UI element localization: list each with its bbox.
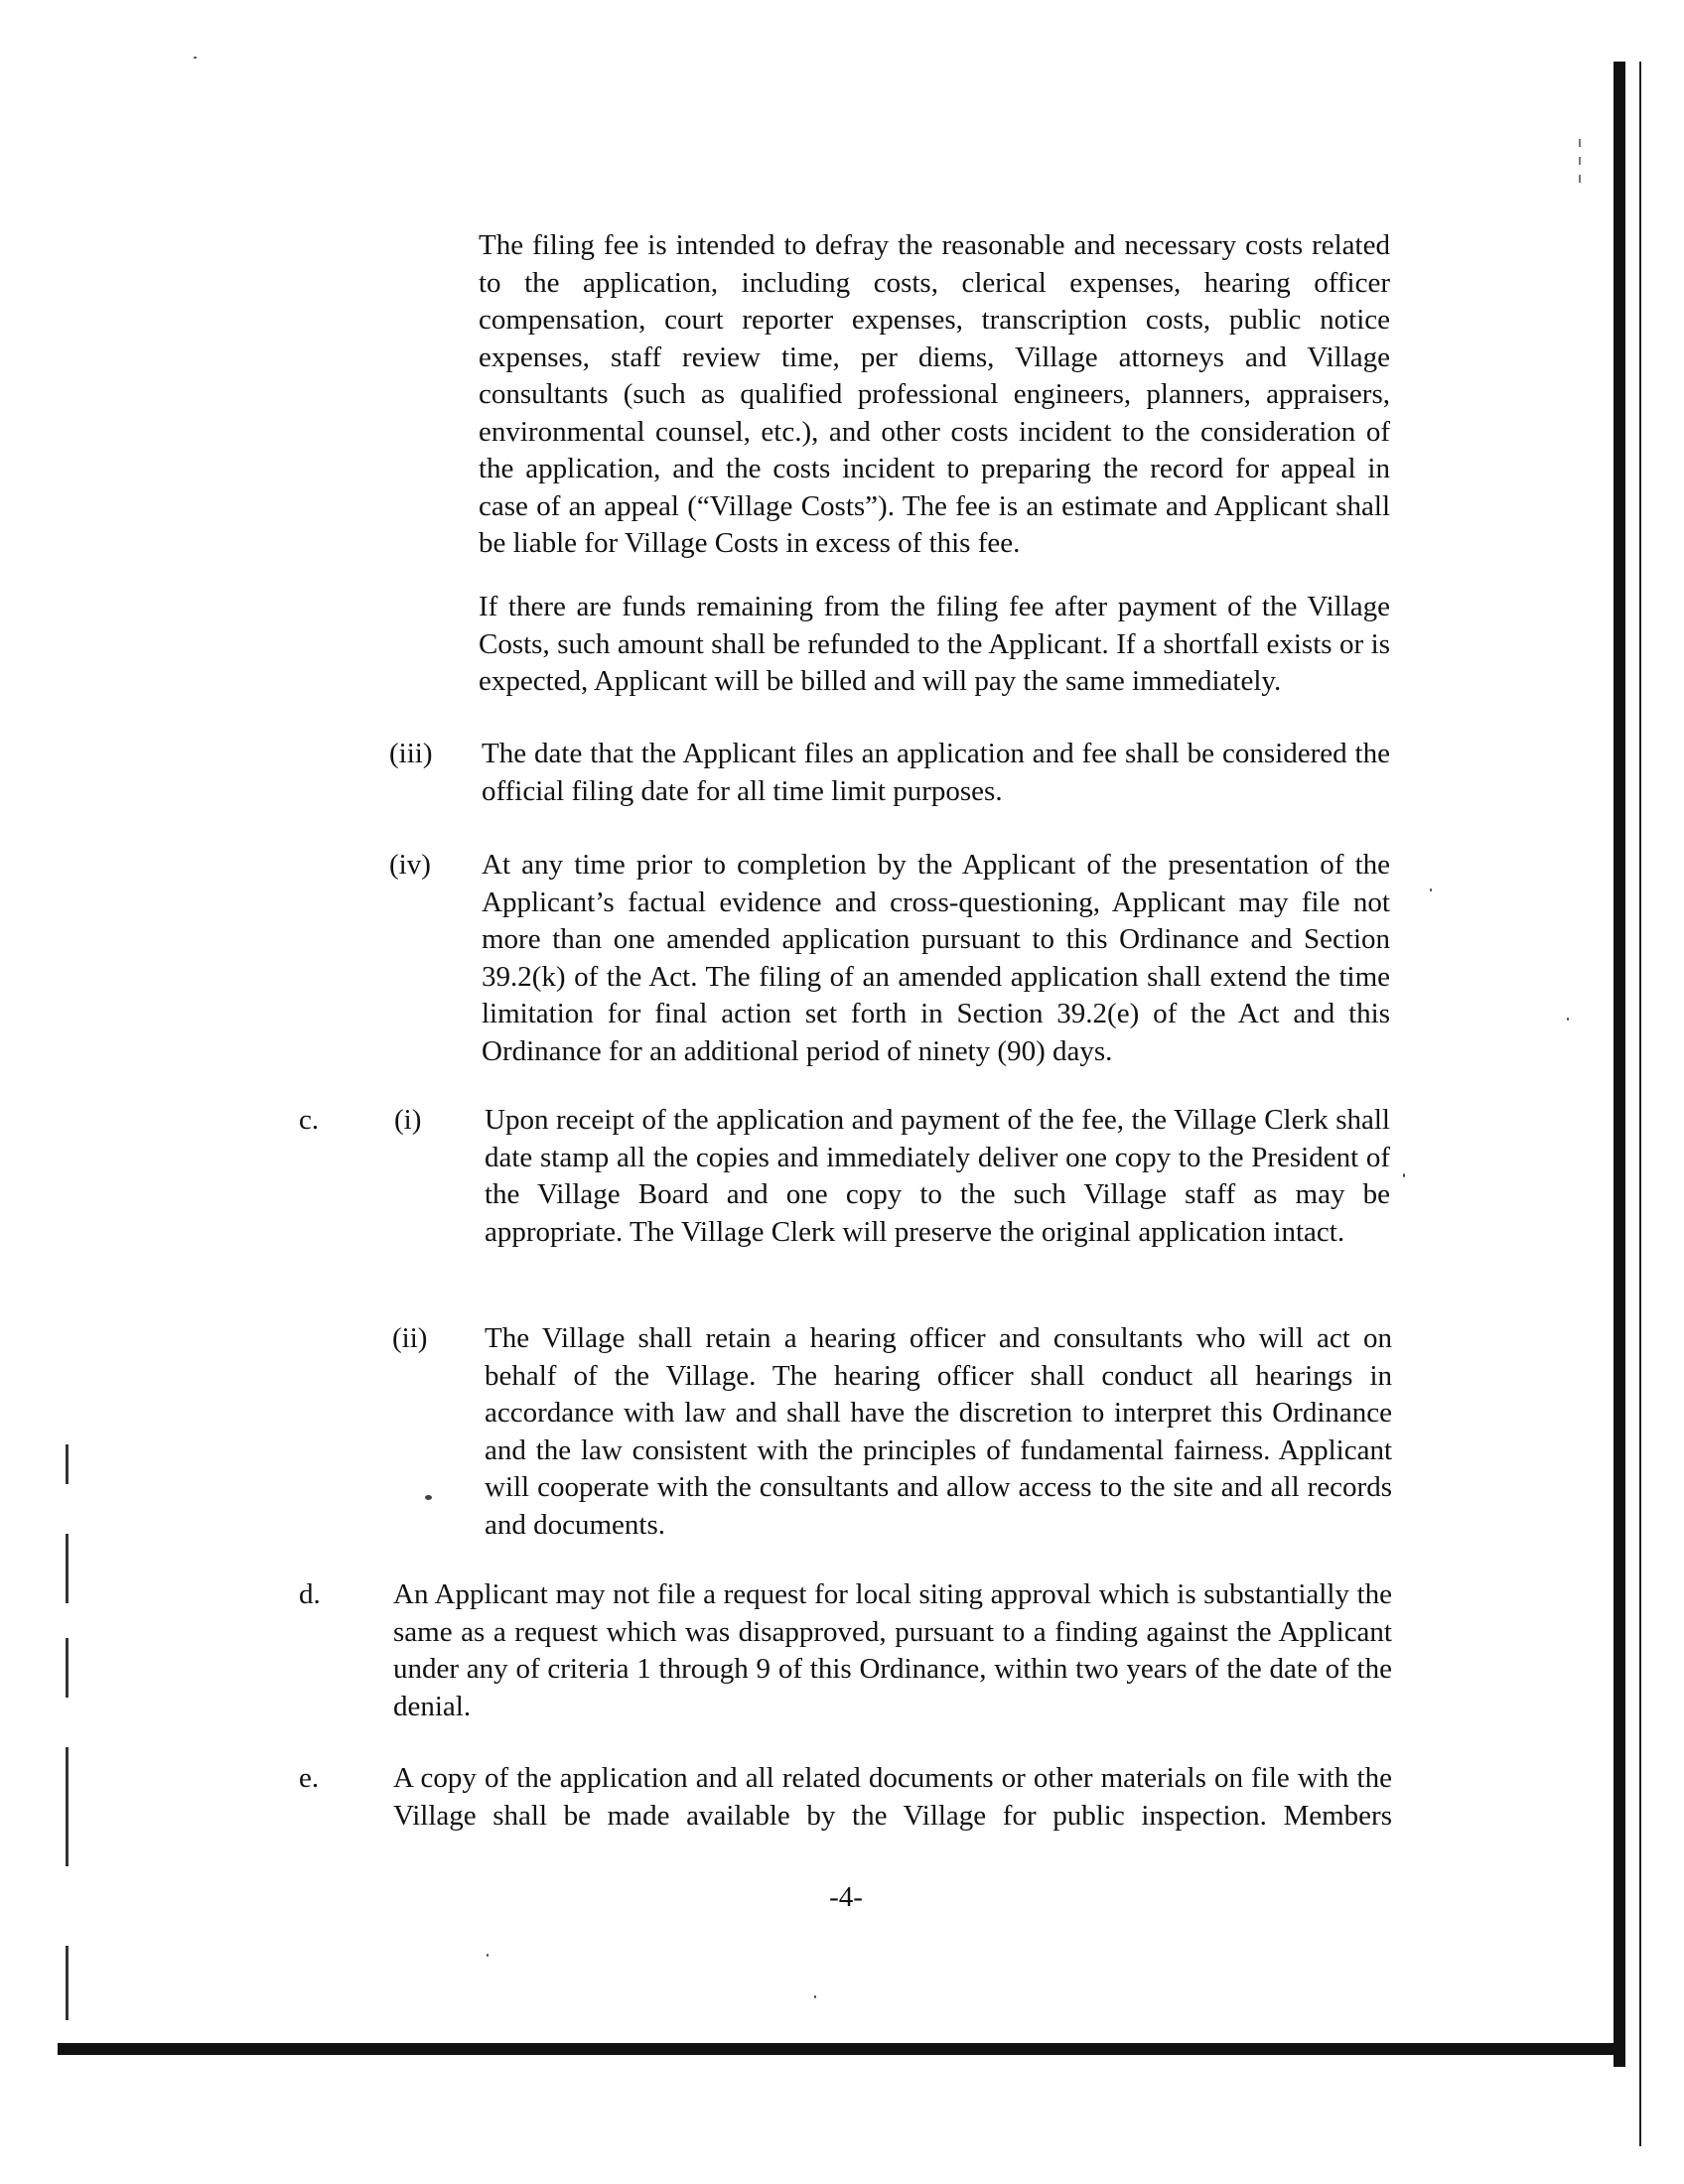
- section-e-letter: e.: [299, 1762, 320, 1794]
- scan-speck: [814, 1995, 816, 1998]
- scan-left-mark: [66, 1638, 69, 1698]
- section-c-i-marker: (i): [394, 1104, 422, 1136]
- scan-speck: [487, 1954, 489, 1957]
- section-c-ii-text: The Village shall retain a hearing officer and consultants who will act on behalf of the Village. The hearing officer shall conduct all hearings in accordance with law and shall have the discretion to interpret this Ordinance and the law consistent with the principles of fundamental fairness. Applicant will cooperate with the consultants and allow access to the site and all records and documents.: [485, 1322, 1392, 1541]
- filing-fee-paragraph: The filing fee is intended to defray the reasonable and necessary costs related to the application, including costs, clerical expenses, hearing officer compensation, court reporter expenses, transcription costs, public notice expenses, staff review time, per diems, Village attorneys and Village consultants (such as qualified professional engineers, planners, appraisers, environmental counsel, etc.), and other costs incident to the consideration of the application, and the costs incident to preparing the record for appeal in case of an appeal (“Village Costs”). The fee is an estimate and Applicant shall be liable for Village Costs in excess of this fee.: [479, 229, 1390, 559]
- scan-border-right: [1614, 62, 1625, 2067]
- section-e-text: A copy of the application and all related documents or other materials on file with the Village shall be made available by the Village for public inspection. Members: [393, 1762, 1392, 1832]
- scan-speck: [425, 1495, 432, 1500]
- scan-speck: [1403, 1173, 1405, 1177]
- scan-left-mark: [66, 1534, 69, 1603]
- subsection-iii-marker: (iii): [389, 738, 433, 769]
- scan-speck: [1567, 1018, 1569, 1021]
- section-c-ii-marker: (ii): [392, 1322, 428, 1354]
- scan-dash-mark: [1579, 139, 1581, 147]
- section-d-letter: d.: [299, 1578, 321, 1610]
- scan-dash-mark: [1579, 175, 1581, 183]
- scan-left-mark: [66, 1946, 69, 2020]
- scan-left-mark: [66, 1747, 69, 1866]
- subsection-iii-text: The date that the Applicant files an application and fee shall be considered the official filing date for all time limit purposes.: [482, 738, 1390, 807]
- subsection-iv-text: At any time prior to completion by the Applicant of the presentation of the Applicant’s factual evidence and cross-questioning, Applicant may file not more than one amended application pursuant to this Ordinance and Section 39.2(k) of the Act. The filing of an amended application shall extend the time limitation for final action set forth in Section 39.2(e) of the Act and this Ordinance for an additional period of ninety (90) days.: [482, 849, 1390, 1067]
- scan-border-bottom: [58, 2043, 1624, 2055]
- scan-speck: [1430, 888, 1432, 891]
- subsection-iv-marker: (iv): [389, 849, 431, 881]
- section-c-i-text: Upon receipt of the application and payment of the fee, the Village Clerk shall date stamp all the copies and immediately deliver one copy to the President of the Village Board and one copy to the such Village staff as may be appropriate. The Village Clerk will preserve the original application intact.: [485, 1104, 1390, 1248]
- section-c-letter: c.: [299, 1104, 320, 1136]
- scan-speck: [194, 57, 197, 59]
- section-d-text: An Applicant may not file a request for local siting approval which is substantially the same as a request which was disapproved, pursuant to a finding against the Applicant under any of criteria 1 through 9 of this Ordinance, within two years of the date of the denial.: [393, 1578, 1392, 1722]
- scan-dash-mark: [1579, 157, 1581, 165]
- page-number-text: -4-: [829, 1881, 863, 1913]
- scan-left-mark: [66, 1444, 69, 1484]
- page-number: [0, 1881, 1684, 1914]
- refund-paragraph: If there are funds remaining from the filing fee after payment of the Village Costs, such amount shall be refunded to the Applicant. If a shortfall exists or is expected, Applicant will be billed and will pay the same immediately.: [479, 591, 1390, 697]
- scan-border-right-thin: [1639, 62, 1641, 2146]
